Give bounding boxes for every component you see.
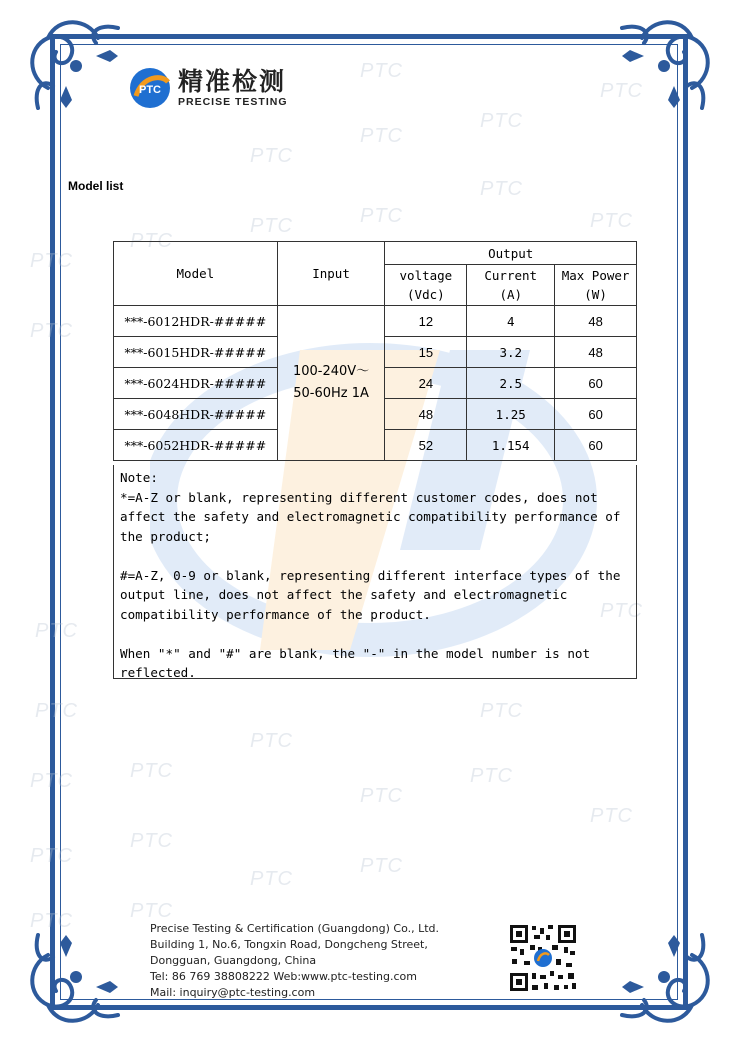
watermark-text: PTC [360,60,403,82]
footer-mail: Mail: inquiry@ptc-testing.com [150,986,316,999]
header-input: Input [277,242,385,306]
model-cell: ***-6052HDR-##### [114,430,278,461]
voltage-cell: 15 [385,337,467,368]
watermark-text: PTC [480,178,523,200]
voltage-cell: 24 [385,368,467,399]
watermark-text: PTC [360,855,403,877]
watermark-text: PTC [130,230,173,252]
watermark-text: PTC [130,760,173,782]
current-cell: 4 [467,306,555,337]
watermark-text: PTC [590,805,633,827]
footer-address: Building 1, No.6, Tongxin Road, Dongcheng Street, [150,938,428,951]
watermark-text: PTC [480,700,523,722]
model-table [113,241,637,461]
footer-contact [150,921,439,1001]
note-box [113,465,637,679]
watermark-text: PTC [130,900,173,922]
note-line: When "*" and "#" are blank, the "-" in the model number is not [120,645,591,661]
model-cell: ***-6012HDR-##### [114,306,278,337]
watermark-text: PTC [35,620,78,642]
watermark-text: PTC [600,80,643,102]
corner-ornament-icon [18,8,128,118]
power-cell: 48 [555,306,637,337]
watermark-text: PTC [250,868,293,890]
header-current: Current (A) [467,265,555,306]
current-cell: 3.2 [467,337,555,368]
model-cell: ***-6048HDR-##### [114,399,278,430]
watermark-text: PTC [600,600,643,622]
current-cell: 1.25 [467,399,555,430]
note-label: Note: [120,470,158,485]
watermark-text: PTC [30,845,73,867]
watermark-text: PTC [250,145,293,167]
voltage-cell: 12 [385,306,467,337]
model-cell: ***-6015HDR-##### [114,337,278,368]
voltage-cell: 48 [385,399,467,430]
section-title: Model list [68,179,124,193]
qr-code-icon [508,923,578,993]
logo-chinese-name: 精准检测 [178,67,287,96]
logo-badge-text: PTC [139,84,161,96]
current-cell: 1.154 [467,430,555,461]
footer-contact-line: Tel: 86 769 38808222 Web:www.ptc-testing.com [150,970,417,983]
corner-ornament-icon [612,925,722,1035]
model-cell: ***-6024HDR-##### [114,368,278,399]
current-cell: 2.5 [467,368,555,399]
footer-company: Precise Testing & Certification (Guangdong) Co., Ltd. [150,922,440,935]
header-output: Output [385,242,637,265]
ptc-logo-icon [128,66,172,110]
corner-ornament-icon [18,925,128,1035]
watermark-text: PTC [130,830,173,852]
header-max-power: Max Power (W) [555,265,637,306]
watermark-text: PTC [30,250,73,272]
power-cell: 60 [555,399,637,430]
watermark-text: PTC [250,215,293,237]
footer-address: Dongguan, Guangdong, China [150,954,317,967]
note-line: compatibility performance of the product. [120,606,431,622]
power-cell: 60 [555,430,637,461]
table-row [114,306,637,337]
header-voltage: voltage (Vdc) [385,265,467,306]
watermark-text: PTC [250,730,293,752]
note-line: #=A-Z, 0-9 or blank, representing different interface types of the [120,567,621,583]
watermark-text: PTC [360,785,403,807]
note-line: reflected. [120,665,196,680]
watermark-text: PTC [480,110,523,132]
header-model: Model [114,242,278,306]
watermark-text: PTC [590,210,633,232]
watermark-text: PTC [30,910,73,932]
watermark-text: PTC [30,320,73,342]
note-line: *=A-Z or blank, representing different customer codes, does not [120,489,598,505]
note-line: affect the safety and electromagnetic compatibility performance of [120,509,621,524]
watermark-text: PTC [360,125,403,147]
logo-english-name: PRECISE TESTING [178,96,288,108]
power-cell: 48 [555,337,637,368]
watermark-text: PTC [470,765,513,787]
table-header-row [114,242,637,265]
company-logo [128,66,288,110]
note-line: the product; [120,528,211,544]
watermark-text: PTC [360,205,403,227]
voltage-cell: 52 [385,430,467,461]
watermark-text: PTC [30,770,73,792]
input-cell: 100-240V～ 50-60Hz 1A [277,306,385,461]
power-cell: 60 [555,368,637,399]
note-line: output line, does not affect the safety and electromagnetic [120,587,568,602]
watermark-text: PTC [35,700,78,722]
